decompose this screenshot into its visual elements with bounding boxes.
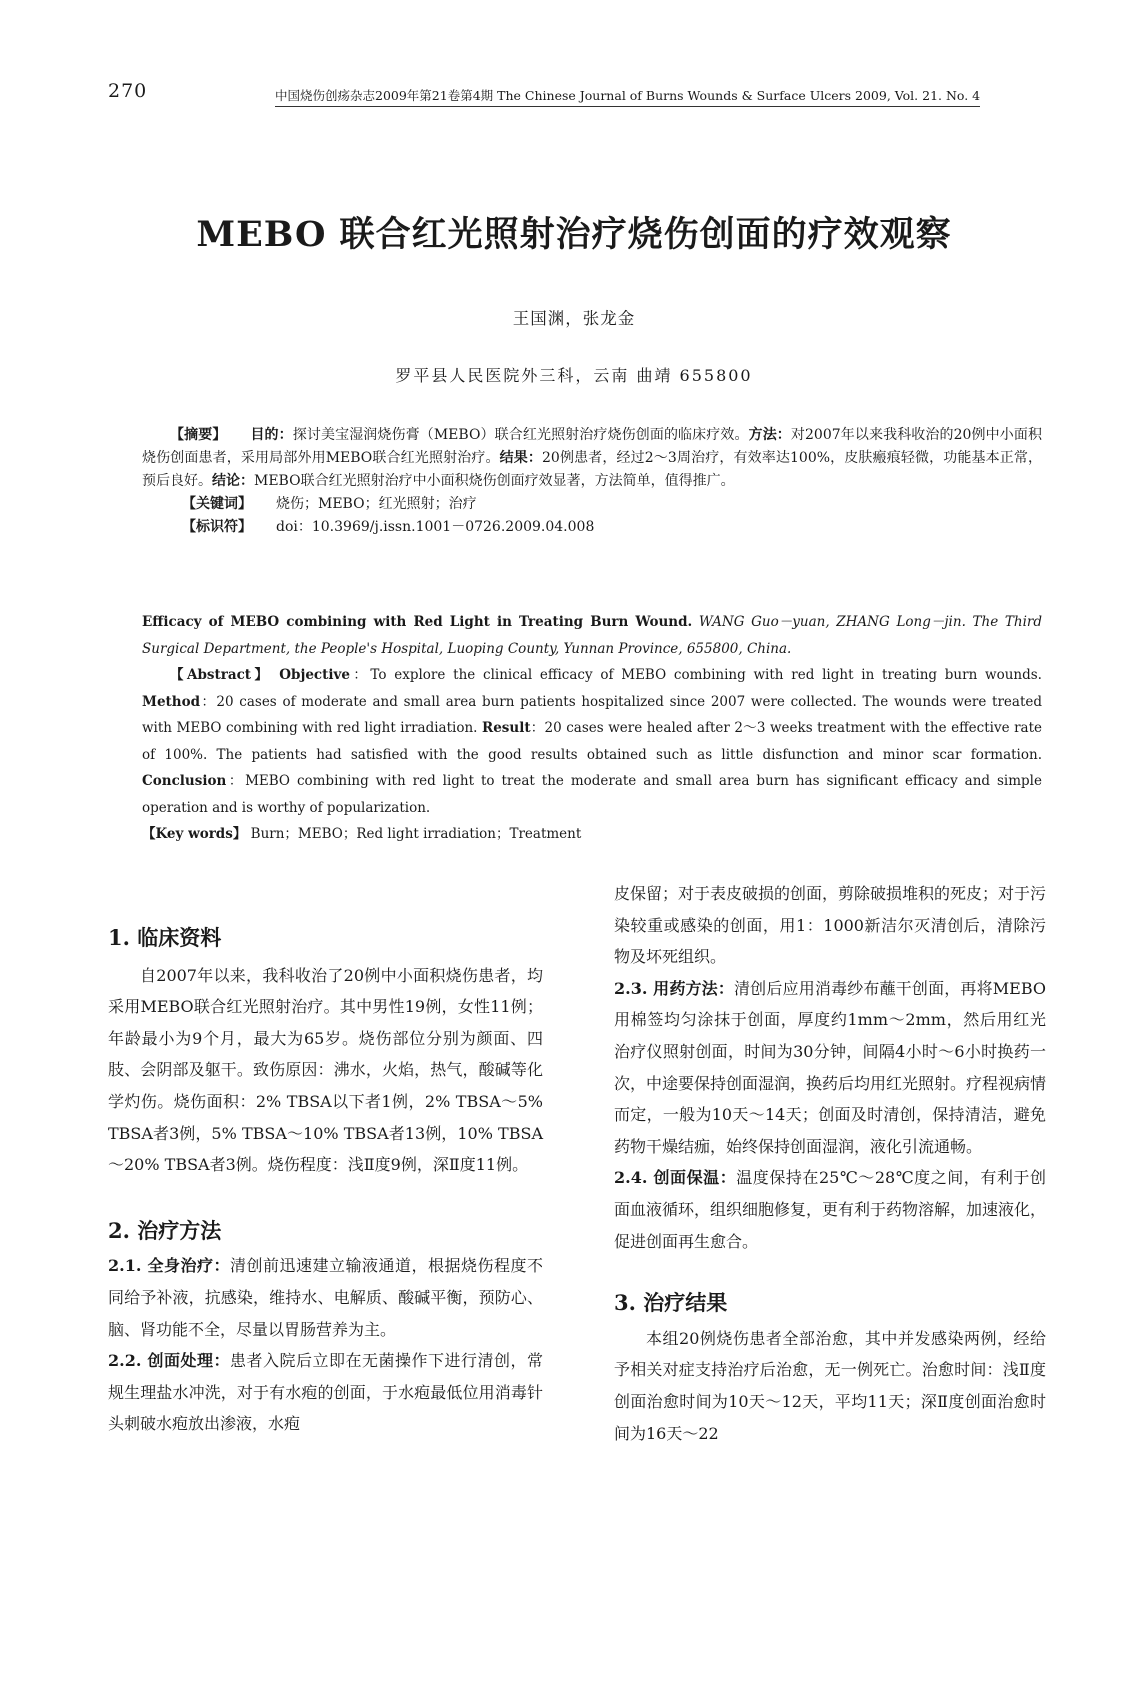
en-keywords-text: Burn；MEBO；Red light irradiation；Treatment — [250, 826, 582, 842]
section-2-2 — [108, 1345, 543, 1440]
english-abstract — [142, 609, 1042, 848]
en-keywords-label: 【Key words】 — [142, 826, 247, 842]
en-conclusion-text: ：MEBO combining with red light to treat the moderate and small area burn has significant efficacy and simple operation and is worthy of popularization. — [142, 773, 1042, 816]
section-1-heading: 1. 临床资料 — [108, 925, 222, 950]
zh-identifier-text: doi：10.3969/j.issn.1001－0726.2009.04.008 — [276, 519, 595, 535]
section-3-paragraph: 本组20例烧伤患者全部治愈，其中并发感染两例，经给予相关对症支持治疗后治愈，无一例死亡。治愈时间：浅Ⅱ度创面治愈时间为10天～12天，平均11天；深Ⅱ度创面治愈时间为16天～22 — [614, 1328, 1046, 1443]
zh-keywords-label: 【关键词】 — [182, 496, 252, 512]
zh-objective-label: 目的： — [250, 427, 293, 443]
zh-identifier — [182, 516, 1042, 539]
en-title: Efficacy of MEBO combining with Red Light in Treating Burn Wound. — [142, 614, 693, 630]
section-3-heading: 3. 治疗结果 — [614, 1290, 728, 1316]
en-conclusion-label: Conclusion — [142, 773, 227, 789]
section-2-4-text: 温度保持在25℃～28℃度之间，有利于创面血液循环，组织细胞修复，更有利于药物溶解，加速液化，促进创面再生愈合。 — [614, 1168, 1047, 1251]
en-method-text: ：20 cases of moderate and small area burn patients hospitalized since 2007 were collected. The wounds were treated with MEBO combining with red light irradiation. — [142, 693, 1042, 736]
section-2-4 — [614, 1162, 1046, 1257]
section-2-3 — [614, 973, 1046, 1163]
zh-abstract-body — [142, 424, 1042, 493]
zh-result-label: 结果： — [499, 450, 543, 466]
section-2-3-label: 2.3. 用药方法： — [614, 978, 735, 998]
en-authors-affiliation: WANG Guo－yuan, ZHANG Long－jin. The Third Surgical Department, the People's Hospital, Luoping County, Yunnan Province, 655800, China. — [142, 614, 1042, 657]
section-2-2-text: 患者入院后立即在无菌操作下进行清创，常规生理盐水冲洗，对于有水疱的创面，于水疱最低位用消毒针头刺破水疱放出渗液，水疱 — [108, 1351, 543, 1434]
en-abstract-label: 【Abstract】 — [170, 667, 272, 683]
section-2-2-label: 2.2. 创面处理： — [108, 1351, 230, 1371]
en-method-label: Method — [142, 693, 201, 710]
section-2-1-label: 2.1. 全身治疗： — [108, 1256, 230, 1276]
zh-result-text: 20例患者，经过2～3周治疗，有效率达100%，皮肤瘢痕轻微，功能基本正常，预后良好。 — [142, 450, 1043, 489]
zh-method-text: 对2007年以来我科收治的20例中小面积烧伤创面患者，采用局部外用MEBO联合红光照射治疗。 — [142, 427, 1042, 466]
affiliation: 罗平县人民医院外三科，云南 曲靖 655800 — [395, 366, 753, 385]
en-objective-text: ：To explore the clinical efficacy of MEBO combining with red light in treating burn wounds. — [349, 667, 1042, 683]
en-title-line — [142, 609, 1042, 662]
section-2-1 — [108, 1250, 543, 1345]
zh-conclusion-text: MEBO联合红光照射治疗中小面积烧伤创面疗效显著，方法简单，值得推广。 — [254, 473, 735, 489]
en-objective-label: Objective — [279, 667, 350, 683]
chinese-abstract — [142, 424, 1042, 539]
section-2-1-text: 清创前迅速建立输液通道，根据烧伤程度不同给予补液，抗感染，维持水、电解质、酸碱平衡，预防心、脑、肾功能不全，尽量以胃肠营养为主。 — [108, 1256, 543, 1339]
zh-keywords — [182, 493, 1042, 516]
zh-method-label: 方法： — [748, 427, 791, 443]
en-result-label: Result — [481, 720, 531, 736]
en-abstract-body — [142, 662, 1042, 821]
en-keywords — [142, 821, 1042, 848]
zh-identifier-label: 【标识符】 — [182, 519, 252, 535]
zh-keywords-text: 烧伤；MEBO；红光照射；治疗 — [276, 496, 477, 512]
section-2-3-text: 清创后应用消毒纱布蘸干创面，再将MEBO用棉签均匀涂抹于创面，厚度约1mm～2mm，然后用红光治疗仪照射创面，时间为30分钟，间隔4小时～6小时换药一次，中途要保持创面湿润，换药后均用红光照射。疗程视病情而定，一般为10天～14天；创面及时清创，保持清洁，避免药物干燥结痂，始终保持创面湿润，液化引流通畅。 — [614, 978, 1047, 1156]
section-2-2-continued: 皮保留；对于表皮破损的创面，剪除破损堆积的死皮；对于污染较重或感染的创面，用1：1000新洁尔灭清创后，清除污物及坏死组织。 — [614, 884, 1047, 967]
right-column — [614, 878, 1046, 1449]
zh-conclusion-label: 结论： — [212, 473, 254, 489]
section-1-paragraph: 自2007年以来，我科收治了20例中小面积烧伤患者，均采用MEBO联合红光照射治疗。其中男性19例，女性11例；年龄最小为9个月，最大为65岁。烧伤部位分别为颜面、四肢、会阴部及躯干。致伤原因：沸水，火焰，热气，酸碱等化学灼伤。烧伤面积：2% TBSA以下者1例，2% TBSA～5% TBSA者3例，5% TBSA～10% TBSA者13例，10% TBSA～20% TBSA者3例。烧伤程度：浅Ⅱ度9例，深Ⅱ度11例。 — [108, 965, 543, 1175]
authors: 王国渊，张龙金 — [512, 309, 636, 328]
en-result-text: ：20 cases were healed after 2～3 weeks treatment with the effective rate of 100%. The patients had satisfied with the good results obtained such as little disfunction and minor scar formation. — [142, 720, 1043, 763]
zh-objective-text: 探讨美宝湿润烧伤膏（MEBO）联合红光照射治疗烧伤创面的临床疗效。 — [292, 427, 749, 443]
section-2-4-label: 2.4. 创面保温： — [614, 1168, 737, 1188]
running-header: 中国烧伤创疡杂志2009年第21卷第4期 The Chinese Journal of Burns Wounds & Surface Ulcers 2009, Vol. 21. No. 4 — [275, 86, 980, 107]
section-2-heading: 2. 治疗方法 — [108, 1217, 222, 1243]
zh-abstract-label: 【摘要】 — [170, 427, 227, 443]
left-column — [108, 922, 543, 1440]
paper-title: MEBO 联合红光照射治疗烧伤创面的疗效观察 — [196, 214, 952, 255]
page-number: 270 — [108, 80, 148, 102]
